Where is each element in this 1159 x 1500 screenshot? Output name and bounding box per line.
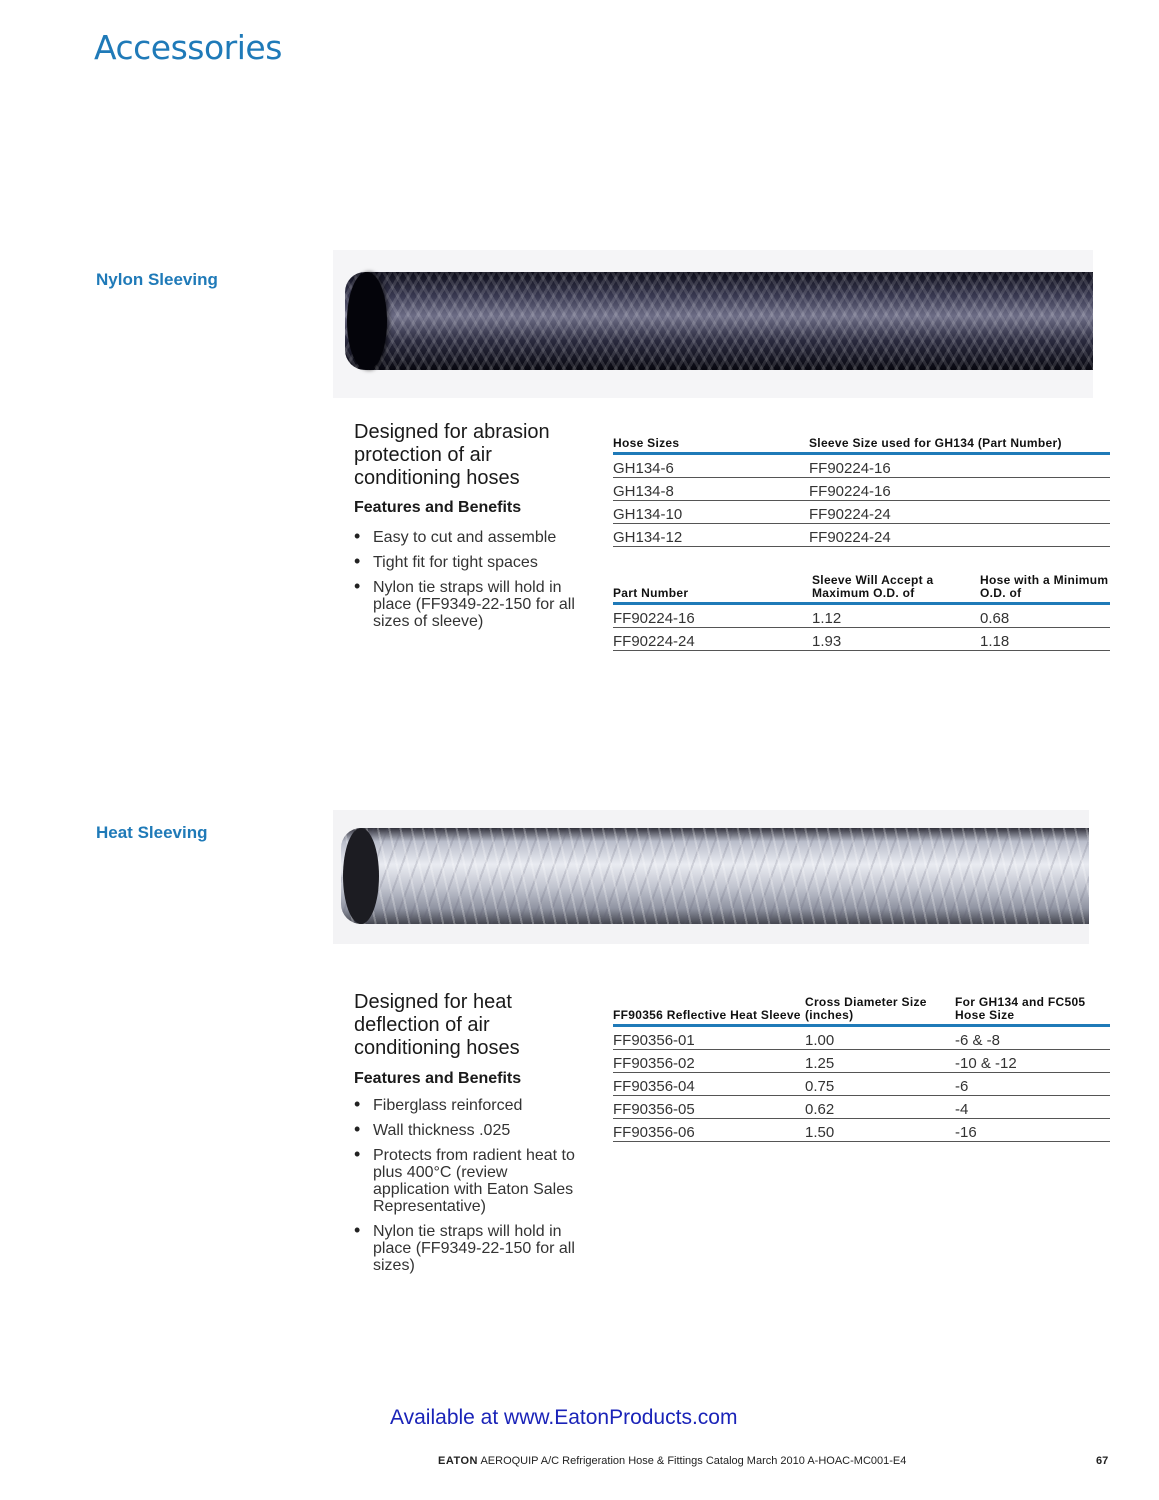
- table-cell: 1.93: [812, 627, 980, 650]
- table-cell: -6 & -8: [955, 1025, 1110, 1049]
- list-item: • Nylon tie straps will hold in place (FF9349-22-150 for all sizes of sleeve): [354, 579, 586, 630]
- table-header: Sleeve Will Accept a Maximum O.D. of: [812, 567, 980, 603]
- table-cell: GH134-12: [613, 523, 809, 546]
- table-cell: GH134-8: [613, 477, 809, 500]
- table-cell: 0.75: [805, 1072, 955, 1095]
- list-item: • Easy to cut and assemble: [354, 529, 586, 546]
- table-header: Part Number: [613, 567, 812, 603]
- heat-description: Designed for heat deflection of air conditioning hoses: [354, 991, 520, 1059]
- list-item: • Fiberglass reinforced: [354, 1097, 586, 1114]
- table-cell: -16: [955, 1118, 1110, 1141]
- page-title: Accessories: [94, 28, 282, 67]
- heat-features-list: [354, 1097, 586, 1282]
- nylon-od-table: [613, 567, 1110, 651]
- table-row: [613, 453, 1110, 477]
- table-cell: FF90224-24: [809, 500, 1110, 523]
- list-item: • Tight fit for tight spaces: [354, 554, 586, 571]
- table-cell: GH134-6: [613, 453, 809, 477]
- table-cell: FF90356-04: [613, 1072, 805, 1095]
- table-cell: FF90224-16: [613, 603, 812, 627]
- page-number: 67: [1096, 1455, 1109, 1467]
- table-header: Hose with a Minimum O.D. of: [980, 567, 1110, 603]
- table-cell: -6: [955, 1072, 1110, 1095]
- table-row: [613, 1095, 1110, 1118]
- table-row: [613, 603, 1110, 627]
- table-cell: FF90224-16: [809, 477, 1110, 500]
- table-cell: FF90356-02: [613, 1049, 805, 1072]
- footer-brand: EATON: [438, 1455, 478, 1467]
- table-header: Cross Diameter Size (inches): [805, 991, 955, 1025]
- table-cell: 0.68: [980, 603, 1110, 627]
- list-item: • Protects from radient heat to plus 400°C (review application with Eaton Sales Representative): [354, 1147, 586, 1215]
- table-cell: 1.18: [980, 627, 1110, 650]
- nylon-description: Designed for abrasion protection of air conditioning hoses: [354, 421, 550, 489]
- table-cell: -10 & -12: [955, 1049, 1110, 1072]
- nylon-hose-size-table: [613, 421, 1110, 547]
- footer-text: [438, 1455, 906, 1467]
- table-row: [613, 1049, 1110, 1072]
- table-header: Sleeve Size used for GH134 (Part Number): [809, 421, 1110, 453]
- table-row: [613, 627, 1110, 650]
- table-cell: FF90224-24: [613, 627, 812, 650]
- table-row: [613, 477, 1110, 500]
- table-header: For GH134 and FC505 Hose Size: [955, 991, 1110, 1025]
- table-cell: FF90356-06: [613, 1118, 805, 1141]
- nylon-sleeving-label: Nylon Sleeving: [96, 270, 218, 289]
- heat-sleeve-image: [333, 810, 1089, 944]
- table-cell: FF90224-16: [809, 453, 1110, 477]
- table-cell: 1.00: [805, 1025, 955, 1049]
- nylon-features-heading: Features and Benefits: [354, 499, 522, 516]
- table-header: FF90356 Reflective Heat Sleeve: [613, 991, 805, 1025]
- table-header: Hose Sizes: [613, 421, 809, 453]
- table-row: [613, 1072, 1110, 1095]
- nylon-features-list: [354, 529, 586, 638]
- table-cell: FF90356-01: [613, 1025, 805, 1049]
- heat-features-heading: Features and Benefits: [354, 1070, 522, 1087]
- table-row: [613, 500, 1110, 523]
- table-cell: 1.25: [805, 1049, 955, 1072]
- list-item: • Nylon tie straps will hold in place (FF9349-22-150 for all sizes): [354, 1223, 586, 1274]
- table-row: [613, 1118, 1110, 1141]
- heat-sleeving-label: Heat Sleeving: [96, 823, 208, 842]
- list-item: • Wall thickness .025: [354, 1122, 586, 1139]
- table-row: [613, 1025, 1110, 1049]
- table-cell: 1.12: [812, 603, 980, 627]
- table-row: [613, 523, 1110, 546]
- table-cell: 1.50: [805, 1118, 955, 1141]
- table-cell: GH134-10: [613, 500, 809, 523]
- table-cell: FF90356-05: [613, 1095, 805, 1118]
- footer-catalog: AEROQUIP A/C Refrigeration Hose & Fittings Catalog March 2010 A-HOAC-MC001-E4: [480, 1455, 907, 1467]
- table-cell: FF90224-24: [809, 523, 1110, 546]
- table-cell: -4: [955, 1095, 1110, 1118]
- nylon-sleeve-image: [333, 250, 1093, 398]
- availability-link[interactable]: Available at www.EatonProducts.com: [390, 1406, 738, 1429]
- heat-sleeve-table: [613, 991, 1110, 1142]
- table-cell: 0.62: [805, 1095, 955, 1118]
